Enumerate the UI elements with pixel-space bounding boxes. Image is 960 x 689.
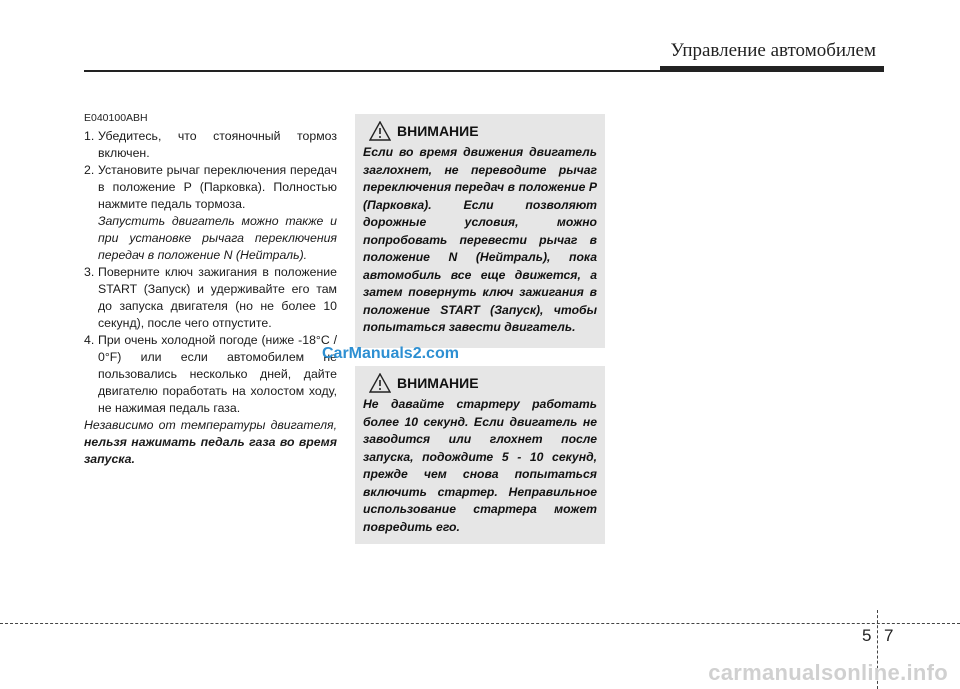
step-number: 3.	[84, 265, 95, 279]
doc-code: E040100ABH	[84, 112, 148, 124]
step-item	[84, 332, 337, 417]
warning-label: ВНИМАНИЕ	[397, 123, 479, 139]
warning-triangle-icon	[369, 121, 391, 141]
site-watermark[interactable]: carmanualsonline.info	[708, 660, 948, 685]
warning-text: Не давайте стартеру работать более 10 секунд. Если двигатель не заводится или глохнет после запуска, подождите 5 - 10 секунд, прежде чем снова попытаться включить стартер. Неправильное использование стартера может повредить его.	[363, 397, 597, 534]
step-text: Убедитесь, что стояночный тормоз включен.	[98, 129, 337, 160]
watermark-link[interactable]: CarManuals2.com	[322, 345, 459, 362]
step-number: 4.	[84, 333, 95, 347]
step-text: Поверните ключ зажигания в положение START (Запуск) и удерживайте его там до запуска двигателя (но не более 10 секунд), после чего отпустите.	[98, 265, 337, 330]
header-title: Управление автомобилем	[670, 40, 876, 61]
instructions-column	[84, 128, 337, 468]
warning-header	[363, 372, 597, 394]
pedal-note-bold: нельзя нажимать педаль газа во время запуска.	[84, 435, 337, 466]
step-text: При очень холодной погоде (ниже -18°C / 0°F) или если автомобилем не пользовались несколько дней, дайте двигателю поработать на холостом ходу, не нажимая педаль газа.	[98, 333, 337, 415]
warning-text: Если во время движения двигатель заглохнет, не переводите рычаг переключения передач в положение P (Парковка). Если позволяют дорожные условия, можно попробовать перевести рычаг в положение N (Нейтраль), пока автомобиль все еще движется, а затем повернуть ключ зажигания в положение START (Запуск), чтобы попытаться завести двигатель.	[363, 145, 597, 334]
step-text: Установите рычаг переключения передач в положение P (Парковка). Полностью нажмите педаль тормоза.	[98, 163, 337, 211]
step-number: 1.	[84, 129, 95, 143]
pedal-note-italic: Независимо от температуры двигателя,	[84, 418, 337, 432]
warning-box	[355, 114, 605, 348]
step-item	[84, 264, 337, 332]
footer-rule	[0, 623, 960, 624]
step-number: 2.	[84, 163, 95, 177]
warning-label: ВНИМАНИЕ	[397, 375, 479, 391]
section-number: 5	[862, 626, 872, 645]
neutral-note: Запустить двигатель можно также и при установке рычага переключения передач в положение N (Нейтраль).	[98, 214, 337, 262]
header-rule-accent	[660, 66, 884, 72]
warning-box	[355, 366, 605, 544]
step-item	[84, 162, 337, 213]
pedal-note	[84, 417, 337, 468]
warning-triangle-icon	[369, 373, 391, 393]
step-item	[84, 128, 337, 162]
page-number: 7	[884, 626, 894, 645]
warning-header	[363, 120, 597, 142]
